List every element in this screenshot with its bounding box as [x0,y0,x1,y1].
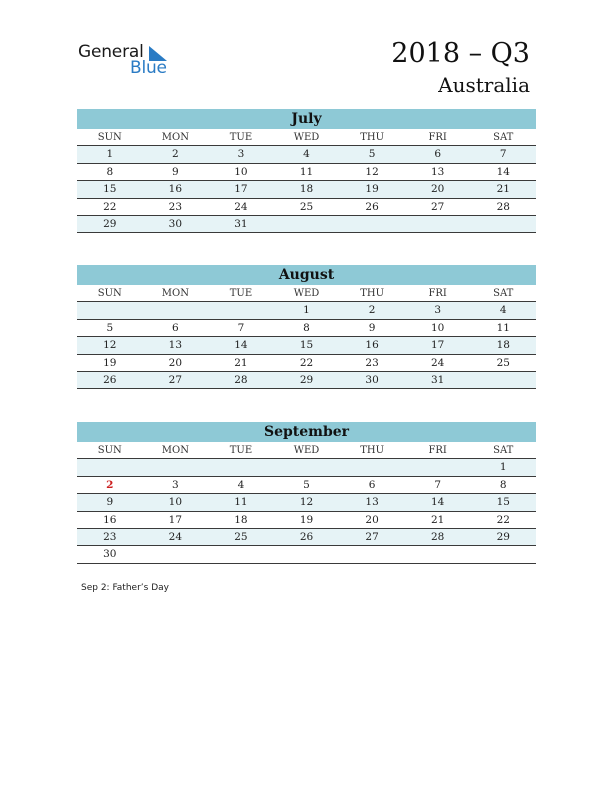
day-cell: 30 [168,217,183,230]
weekday-label: SAT [493,445,514,456]
day-cell: 30 [365,373,379,386]
day-cell: 29 [299,373,314,386]
day-cell: 4 [237,478,245,491]
country-subtitle: Australia [438,73,530,97]
day-cell: 25 [496,356,510,369]
weekday-label: FRI [428,132,447,143]
weekday-label: SUN [97,445,122,456]
day-cell: 26 [299,530,314,543]
week-row [77,459,536,476]
day-cell [405,216,471,232]
day-cell: 14 [496,165,510,178]
day-cell: 8 [499,478,507,491]
weekday-label: TUE [229,288,253,299]
day-cell: 4 [303,148,310,161]
weekday-label: MON [161,288,189,299]
weekday-label: TUE [229,445,253,456]
day-cell: 29 [496,530,510,543]
day-cell: 28 [496,200,510,213]
month-header: August [77,265,536,285]
day-cell: 28 [234,373,248,386]
day-cell: 17 [168,513,183,526]
day-cell: 20 [365,513,379,526]
month-header: September [77,422,536,442]
day-cell: 3 [434,304,442,317]
weekday-label: SAT [493,132,514,143]
generalblue-logo [78,42,188,82]
day-cell: 4 [499,304,507,317]
day-cell: 17 [430,339,445,352]
day-cell: 14 [430,496,445,509]
day-cell: 30 [103,548,117,561]
week-row [77,146,536,163]
day-cell [339,546,405,562]
day-cell: 20 [430,183,445,196]
day-cell: 5 [106,321,114,334]
weekday-label: WED [293,132,320,143]
day-cell: 14 [234,339,248,352]
holiday-day-cell: 2 [106,478,114,491]
weekday-label: FRI [428,445,447,456]
logo-word-blue: Blue [130,58,167,78]
day-cell: 1 [499,461,507,474]
day-cell [208,302,274,318]
day-cell: 16 [103,513,117,526]
day-cell: 9 [106,496,114,509]
day-cell: 31 [430,373,445,386]
week-row [77,529,536,546]
day-cell: 22 [103,200,117,213]
day-cell: 28 [430,530,445,543]
day-cell [77,302,143,318]
weekday-label: SUN [97,132,122,143]
day-cell: 19 [103,356,117,369]
day-cell [143,302,209,318]
day-cell [339,216,405,232]
weekday-label: TUE [229,132,253,143]
day-cell: 10 [430,321,445,334]
day-cell [405,546,471,562]
logo-word-general: General [78,42,144,62]
day-cell: 13 [365,496,379,509]
month-calendar-july [77,109,536,233]
day-cell: 12 [299,496,314,509]
day-cell: 5 [303,478,310,491]
day-cell: 7 [237,321,245,334]
day-cell [470,372,536,388]
day-cell: 11 [496,321,510,334]
day-cell [339,459,405,475]
week-row [77,164,536,181]
page-title: 2018 – Q3 [391,38,530,69]
day-cell: 6 [368,478,376,491]
week-row [77,546,536,563]
day-cell: 19 [299,513,314,526]
day-cell: 1 [106,148,114,161]
day-cell: 16 [168,183,183,196]
day-cell [143,546,209,562]
weekday-label: WED [293,288,320,299]
day-cell [208,459,274,475]
month-calendar-august [77,265,536,389]
day-cell: 24 [430,356,445,369]
day-cell: 22 [496,513,510,526]
day-cell: 17 [234,183,248,196]
day-cell: 11 [299,165,314,178]
day-cell: 15 [103,183,117,196]
day-cell: 18 [234,513,248,526]
day-cell [143,459,209,475]
day-cell: 12 [365,165,379,178]
day-cell: 7 [434,478,442,491]
week-row [77,512,536,529]
month-calendar-september [77,422,536,564]
day-cell: 27 [168,373,183,386]
day-cell: 10 [168,496,183,509]
weekday-label: THU [360,288,385,299]
day-cell: 26 [103,373,117,386]
day-cell: 23 [103,530,117,543]
day-cell [405,459,471,475]
weekday-header-row [77,129,536,146]
day-cell: 8 [106,165,114,178]
week-row [77,494,536,511]
weekday-label: THU [360,445,385,456]
day-cell [470,546,536,562]
day-cell [77,459,143,475]
day-cell: 23 [365,356,379,369]
weekday-label: MON [161,132,189,143]
week-row [77,337,536,354]
weekday-label: SAT [493,288,514,299]
day-cell [470,216,536,232]
weekday-label: MON [161,445,189,456]
day-cell: 16 [365,339,379,352]
day-cell: 2 [368,304,376,317]
week-row [77,477,536,494]
day-cell: 3 [172,478,179,491]
day-cell: 18 [496,339,510,352]
week-row [77,372,536,389]
day-cell: 25 [234,530,248,543]
day-cell: 24 [234,200,248,213]
day-cell: 12 [103,339,117,352]
day-cell: 25 [299,200,314,213]
weekday-label: FRI [428,288,447,299]
weekday-header-row [77,285,536,302]
week-row [77,216,536,233]
day-cell: 6 [172,321,179,334]
weekday-label: WED [293,445,320,456]
day-cell: 15 [299,339,314,352]
day-cell [274,546,340,562]
week-row [77,181,536,198]
day-cell: 2 [172,148,179,161]
day-cell: 7 [499,148,507,161]
holiday-note: Sep 2: Father’s Day [81,583,169,593]
day-cell: 13 [430,165,445,178]
day-cell: 21 [496,183,510,196]
day-cell: 15 [496,496,510,509]
day-cell [208,546,274,562]
week-row [77,199,536,216]
day-cell: 11 [234,496,248,509]
day-cell: 6 [434,148,442,161]
day-cell: 23 [168,200,183,213]
month-header: July [77,109,536,129]
day-cell: 21 [430,513,445,526]
weekday-label: THU [360,132,385,143]
day-cell: 31 [234,217,248,230]
week-row [77,355,536,372]
day-cell: 27 [365,530,379,543]
day-cell: 3 [237,148,245,161]
day-cell: 9 [368,321,376,334]
day-cell: 20 [168,356,183,369]
day-cell: 8 [303,321,310,334]
day-cell: 26 [365,200,379,213]
day-cell: 13 [168,339,183,352]
week-row [77,302,536,319]
weekday-label: SUN [97,288,122,299]
day-cell: 5 [368,148,376,161]
day-cell: 9 [172,165,179,178]
day-cell: 21 [234,356,248,369]
day-cell: 10 [234,165,248,178]
day-cell [274,459,340,475]
day-cell: 22 [299,356,314,369]
day-cell: 24 [168,530,183,543]
day-cell [274,216,340,232]
week-row [77,320,536,337]
weekday-header-row [77,442,536,459]
day-cell: 29 [103,217,117,230]
day-cell: 27 [430,200,445,213]
day-cell: 19 [365,183,379,196]
day-cell: 18 [299,183,314,196]
day-cell: 1 [303,304,310,317]
